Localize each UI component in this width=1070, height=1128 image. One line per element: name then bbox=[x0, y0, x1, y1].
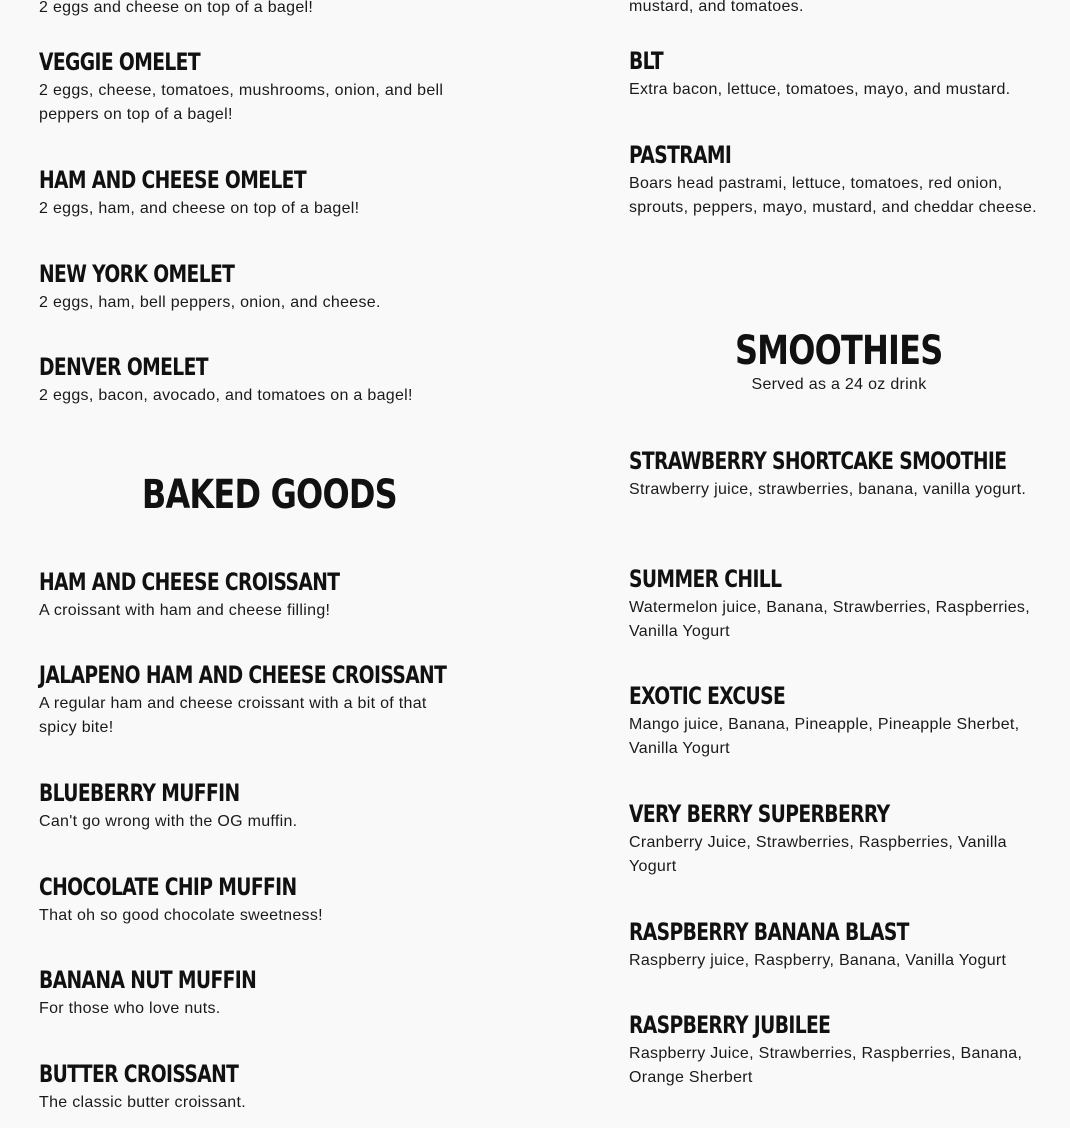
menu-item-name: PASTRAMI bbox=[629, 141, 732, 169]
menu-item-description: The classic butter croissant. bbox=[39, 1094, 246, 1111]
menu-item-partial bbox=[629, 0, 1049, 19]
menu-item-butter-croissant bbox=[39, 1059, 449, 1115]
menu-item-description: Can't go wrong with the OG muffin. bbox=[39, 813, 298, 830]
menu-item-name: BLT bbox=[629, 47, 664, 75]
menu-item-strawberry-shortcake bbox=[629, 446, 1049, 502]
menu-item-name: HAM AND CHEESE OMELET bbox=[39, 166, 307, 194]
menu-item-description: For those who love nuts. bbox=[39, 1000, 221, 1017]
menu-item-name: RASPBERRY JUBILEE bbox=[629, 1011, 831, 1039]
menu-item-description: Strawberry juice, strawberries, banana, vanilla yogurt. bbox=[629, 481, 1027, 498]
menu-item-description: 2 eggs, cheese, tomatoes, mushrooms, onion, and bell peppers on top of a bagel! bbox=[39, 82, 444, 123]
menu-item-ham-cheese-croissant bbox=[39, 567, 449, 623]
menu-item-name: BLUEBERRY MUFFIN bbox=[39, 779, 240, 807]
menu-item-name: BANANA NUT MUFFIN bbox=[39, 966, 257, 994]
menu-item-blt bbox=[629, 46, 1049, 102]
menu-item-partial bbox=[39, 0, 449, 20]
menu-item-summer-chill bbox=[629, 564, 1049, 644]
menu-item-description: 2 eggs and cheese on top of a bagel! bbox=[39, 0, 314, 16]
menu-item-blueberry-muffin bbox=[39, 778, 449, 834]
menu-item-description: Raspberry Juice, Strawberries, Raspberries, Banana, Orange Sherbert bbox=[629, 1045, 1023, 1086]
menu-item-name: VEGGIE OMELET bbox=[39, 48, 200, 76]
menu-item-very-berry-superberry bbox=[629, 799, 1049, 879]
menu-item-name: CHOCOLATE CHIP MUFFIN bbox=[39, 873, 297, 901]
menu-item-name: HAM AND CHEESE CROISSANT bbox=[39, 568, 340, 596]
menu-item-pastrami bbox=[629, 140, 1049, 220]
menu-item-raspberry-banana-blast bbox=[629, 917, 1049, 973]
menu-item-new-york-omelet bbox=[39, 259, 449, 315]
menu-item-description: A croissant with ham and cheese filling! bbox=[39, 602, 331, 619]
menu-item-description: Mango juice, Banana, Pineapple, Pineapple Sherbet, Vanilla Yogurt bbox=[629, 716, 1020, 757]
menu-item-description: 2 eggs, ham, bell peppers, onion, and cheese. bbox=[39, 294, 381, 311]
menu-item-description: Boars head pastrami, lettuce, tomatoes, red onion, sprouts, peppers, mayo, mustard, and cheddar cheese. bbox=[629, 175, 1037, 216]
menu-item-description: 2 eggs, bacon, avocado, and tomatoes on a bagel! bbox=[39, 387, 413, 404]
menu-item-name: STRAWBERRY SHORTCAKE SMOOTHIE bbox=[629, 447, 1007, 475]
menu-item-jalapeno-croissant bbox=[39, 660, 449, 740]
menu-item-name: BUTTER CROISSANT bbox=[39, 1060, 239, 1088]
menu-item-exotic-excuse bbox=[629, 681, 1049, 761]
menu-item-description: Cranberry Juice, Strawberries, Raspberries, Vanilla Yogurt bbox=[629, 834, 1007, 875]
menu-item-description: mustard, and tomatoes. bbox=[629, 0, 804, 15]
section-title-smoothies bbox=[629, 328, 1049, 374]
menu-item-name: DENVER OMELET bbox=[39, 353, 208, 381]
menu-item-description: That oh so good chocolate sweetness! bbox=[39, 907, 323, 924]
section-subtitle-smoothies: Served as a 24 oz drink bbox=[751, 376, 927, 393]
menu-item-name: NEW YORK OMELET bbox=[39, 260, 235, 288]
menu-item-description: 2 eggs, ham, and cheese on top of a bagel! bbox=[39, 200, 360, 217]
menu-item-description: Raspberry juice, Raspberry, Banana, Vanilla Yogurt bbox=[629, 952, 1007, 969]
menu-item-name: JALAPENO HAM AND CHEESE CROISSANT bbox=[39, 661, 447, 689]
menu-item-ham-cheese-omelet bbox=[39, 165, 449, 221]
menu-item-description: A regular ham and cheese croissant with a bit of that spicy bite! bbox=[39, 695, 427, 736]
menu-item-name: EXOTIC EXCUSE bbox=[629, 682, 786, 710]
menu-item-name: VERY BERRY SUPERBERRY bbox=[629, 800, 890, 828]
menu-item-chocolate-chip-muffin bbox=[39, 872, 449, 928]
menu-item-description: Watermelon juice, Banana, Strawberries, Raspberries, Vanilla Yogurt bbox=[629, 599, 1030, 640]
menu-item-raspberry-jubilee bbox=[629, 1010, 1049, 1090]
section-title-text: BAKED GOODS bbox=[141, 472, 397, 518]
section-title-baked-goods bbox=[39, 472, 499, 518]
menu-item-description: Extra bacon, lettuce, tomatoes, mayo, and mustard. bbox=[629, 81, 1011, 98]
menu-item-banana-nut-muffin bbox=[39, 965, 449, 1021]
menu-item-name: SUMMER CHILL bbox=[629, 565, 782, 593]
menu-item-denver-omelet bbox=[39, 352, 449, 408]
menu-item-veggie-omelet bbox=[39, 47, 449, 127]
menu-item-name: RASPBERRY BANANA BLAST bbox=[629, 918, 909, 946]
section-title-text: SMOOTHIES bbox=[735, 328, 943, 374]
